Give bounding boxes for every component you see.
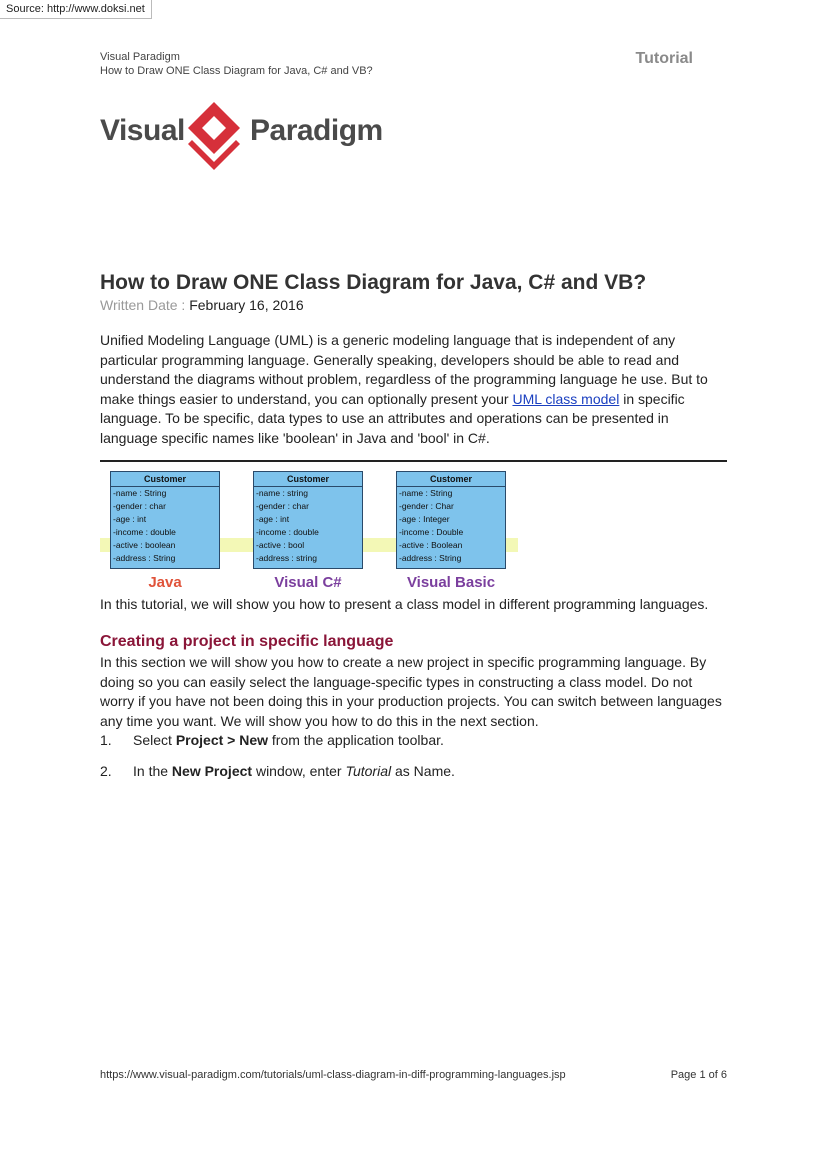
attribute: -age : Integer <box>399 514 450 524</box>
step-item <box>100 763 455 779</box>
step-text: In the <box>133 763 172 779</box>
class-box-vb <box>396 471 506 569</box>
step-bold: New Project <box>171 763 253 779</box>
section-heading: Creating a project in specific language <box>100 633 394 650</box>
date-label: Written Date : <box>100 297 186 313</box>
class-box-java <box>110 471 220 569</box>
intro-text-1: Unified Modeling Language (UML) is a generic modeling language that is independent of any particular programming language. Generally speaking, developers should be able to read and understand the diagrams without problem, regardless of the programming language he use. But to make things easier to understand, you can optionally present your <box>100 332 708 407</box>
article-title: How to Draw ONE Class Diagram for Java, C# and VB? <box>100 271 647 294</box>
class-diagram-figure <box>100 465 530 595</box>
step-bold: Project > New <box>175 732 269 748</box>
step-number: 2. <box>100 763 112 779</box>
source-label: Source: http://www.doksi.net <box>0 0 152 19</box>
attribute: -address : String <box>113 553 176 563</box>
attribute: -name : string <box>256 488 308 498</box>
header-section-label: Tutorial <box>635 50 693 67</box>
attribute: -active : Boolean <box>399 540 463 550</box>
lang-label-java: Java <box>148 574 182 591</box>
written-date <box>100 297 304 313</box>
date-value: February 16, 2016 <box>189 297 304 313</box>
logo-word-visual: Visual <box>100 114 185 147</box>
attribute: -name : String <box>113 488 167 498</box>
attribute: -address : String <box>399 553 462 563</box>
logo-diamond-icon <box>186 100 242 170</box>
attribute: -gender : Char <box>399 501 454 511</box>
class-box-csharp <box>253 471 363 569</box>
attribute: -address : string <box>256 553 317 563</box>
step-item <box>100 732 444 748</box>
attribute: -gender : char <box>256 501 309 511</box>
attribute: -income : Double <box>399 527 464 537</box>
attribute: -income : double <box>256 527 319 537</box>
after-figure-paragraph: In this tutorial, we will show you how to present a class model in different programming languages. <box>100 596 709 612</box>
attribute: -name : String <box>399 488 453 498</box>
attribute: -age : int <box>113 514 147 524</box>
header-brand-block <box>100 50 373 78</box>
class-name: Customer <box>397 472 505 487</box>
attribute: -active : boolean <box>113 540 176 550</box>
section-paragraph: In this section we will show you how to create a new project in specific programming language. By doing so you can easily select the language-specific types in constructing a class model. Do not worry if you have not been doing this in your production projects. You can switch between languages any time you want. We will show you how to do this in the next section. <box>100 654 722 729</box>
intro-text-2: in specific language. To be specific, data types to use an attributes and operations can be presented in language specific names like 'boolean' in Java and 'bool' in C#. <box>100 390 685 446</box>
class-name: Customer <box>111 472 219 487</box>
attribute: -age : int <box>256 514 290 524</box>
step-text: as Name. <box>391 763 455 779</box>
logo-word-paradigm: Paradigm <box>250 114 383 147</box>
footer-url: https://www.visual-paradigm.com/tutorials/uml-class-diagram-in-diff-programming-languages.jsp <box>100 1069 566 1081</box>
header-brand: Visual Paradigm <box>100 51 180 63</box>
uml-class-model-link[interactable]: UML class model <box>512 390 620 407</box>
step-italic: Tutorial <box>345 763 392 779</box>
lang-label-csharp: Visual C# <box>274 574 342 591</box>
horizontal-divider <box>100 460 727 462</box>
attribute: -gender : char <box>113 501 166 511</box>
intro-paragraph <box>100 331 730 448</box>
attribute: -income : double <box>113 527 176 537</box>
header-doc-title: How to Draw ONE Class Diagram for Java, C# and VB? <box>100 65 373 77</box>
attribute: -active : bool <box>256 540 305 550</box>
visual-paradigm-logo <box>100 100 383 172</box>
step-text: window, enter <box>252 763 346 779</box>
class-name: Customer <box>254 472 362 487</box>
lang-label-vb: Visual Basic <box>406 574 496 591</box>
step-text: Select <box>133 732 176 748</box>
step-text: from the application toolbar. <box>268 732 444 748</box>
footer-page-number: Page 1 of 6 <box>670 1069 727 1081</box>
step-number: 1. <box>100 732 112 748</box>
